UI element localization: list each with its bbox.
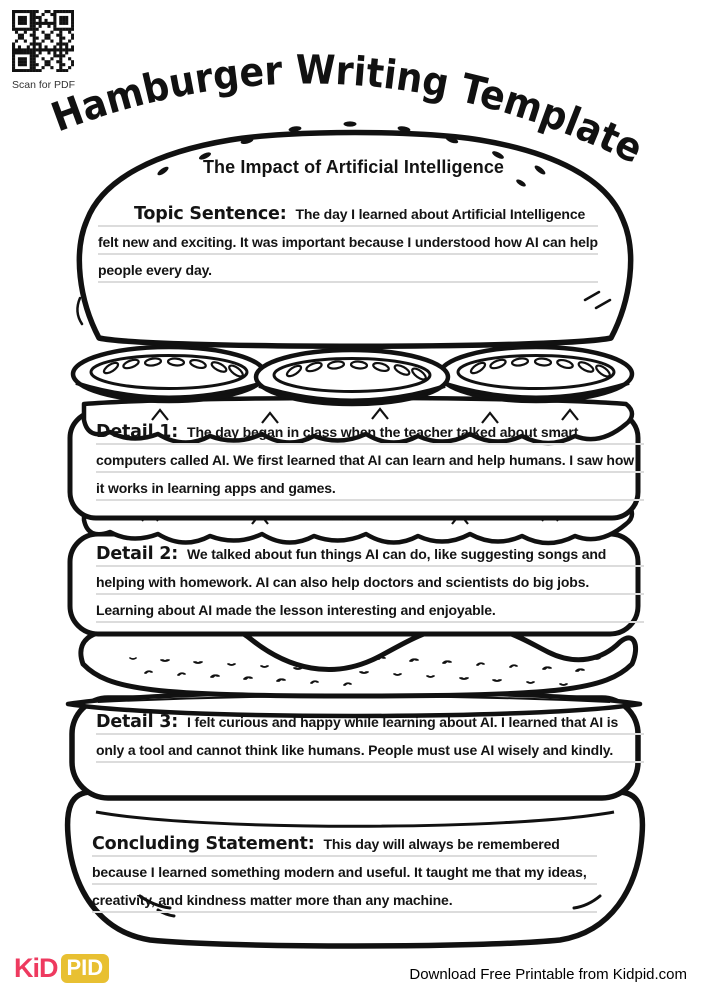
detail-3-text: I felt curious and happy while learning about AI. I learned that AI is only a tool and cannot think like humans. People must use AI wisely and kindly. [96,714,619,758]
qr-caption: Scan for PDF [12,79,76,91]
arched-title-svg [0,0,707,230]
download-text: Download Free Printable from Kidpid.com [409,966,687,983]
topic-sentence-text: The day I learned about Artificial Intelligence felt new and exciting. It was important because I understood how AI can help people every day. [98,206,598,278]
tomato-layer [73,347,632,404]
topic-sentence-label: Topic Sentence: [134,204,287,224]
kidpid-logo-kid: KiD [14,953,58,983]
essay-title: The Impact of Artificial Intelligence [202,157,505,177]
detail-1-label: Detail 1: [96,422,179,442]
detail-1-text: The day began in class when the teacher talked about smart computers called AI. We first learned that AI can learn and help humans. I saw how it works in learning apps and games. [96,424,634,496]
section-topic-sentence [98,200,598,284]
section-detail-2 [96,540,644,624]
page-title: Hamburger Writing Template [45,47,652,174]
detail-3-label: Detail 3: [96,712,179,732]
section-detail-1 [96,418,644,502]
section-detail-3 [96,708,644,764]
detail-2-label: Detail 2: [96,544,179,564]
concluding-statement-text: This day will always be remembered because I learned something modern and useful. It taught me that my ideas, creativity, and kindness matter more than any machine. [92,836,587,908]
detail-2-text: We talked about fun things AI can do, like suggesting songs and helping with homework. AI can also help doctors and scientists do big jobs. Learning about AI made the lesson interesting and enjoyable. [96,546,607,618]
kidpid-logo [14,953,109,984]
section-concluding-statement [92,830,597,914]
svg-text:Hamburger Writing Template [46,47,650,173]
kidpid-logo-pid: PID [61,954,110,983]
concluding-statement-label: Concluding Statement: [92,834,315,854]
